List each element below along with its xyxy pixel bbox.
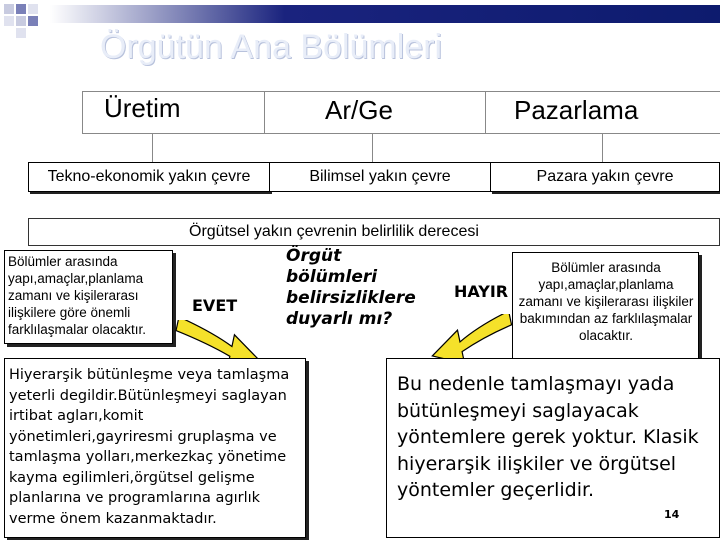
bottom-left-text: Hiyerarşik bütünleşme veya tamlaşma yeterli degildir.Bütünleşmeyi saglayan irtibat agları,komit yönetimleri,gayriresmi gruplaşma ve tamlaşma yolları,merkezkaç yönetime kayma egilimleri,örgütsel gelişme planlarına ve programlarına agırlık verme önem kazanmaktadır. <box>9 367 290 527</box>
page-number: 14 <box>664 508 680 521</box>
no-label: HAYIR <box>454 282 509 301</box>
connector-line <box>372 134 373 162</box>
right-outcome-text: Bölümler arasında yapı,amaçlar,planlama zamanı ve kişilerarası ilişkiler bakımından az farklılaşmalar olacaktır. <box>518 260 694 343</box>
department-divider <box>485 91 486 134</box>
certainty-label: Örgütsel yakın çevrenin belirlilik derecesi <box>189 223 479 240</box>
connector-line <box>602 134 603 162</box>
decor-square <box>4 4 14 14</box>
bottom-left-box <box>4 358 306 538</box>
decor-square <box>16 16 26 26</box>
decor-square <box>28 4 38 14</box>
yes-label: EVET <box>192 296 238 315</box>
env-label: Pazara yakın çevre <box>536 168 674 185</box>
department-divider <box>264 91 265 134</box>
right-outcome-box <box>512 252 699 360</box>
env-tekno-ekonomik <box>28 162 270 192</box>
left-outcome-box <box>4 250 173 344</box>
slide-title: Örgütün Ana Bölümleri <box>100 28 443 66</box>
decor-square <box>28 16 38 26</box>
decor-square <box>16 4 26 14</box>
department-divider <box>82 91 83 134</box>
env-label: Bilimsel yakın çevre <box>309 168 451 185</box>
certainty-bar <box>28 218 720 246</box>
bottom-right-text: Bu nedenle tamlaşmayı yada bütünleşmeyi saglayacak yöntemlere gerek yoktur. Klasik hiyerarşik ilişkiler ve örgütsel yöntemler geçerlidir. <box>397 373 699 501</box>
decor-square <box>16 28 26 38</box>
header-bar <box>50 5 720 23</box>
decision-question: Örgüt bölümleri belirsizliklere duyarlı mı? <box>286 246 416 329</box>
connector-line <box>152 134 153 162</box>
env-label: Tekno-ekonomik yakın çevre <box>47 168 251 185</box>
env-pazara <box>490 162 720 192</box>
department-arge: Ar/Ge <box>325 95 393 125</box>
decor-square <box>4 16 14 26</box>
department-row-bottom-line <box>82 133 720 134</box>
env-bilimsel <box>270 162 491 192</box>
department-uretim: Üretim <box>104 93 181 123</box>
department-row-top-line <box>82 91 720 92</box>
left-outcome-text: Bölümler arasında yapı,amaçlar,planlama zamanı ve kişilerarası ilişkilere göre önemli farklılaşmalar olacaktır. <box>8 254 147 337</box>
department-pazarlama: Pazarlama <box>514 95 639 125</box>
